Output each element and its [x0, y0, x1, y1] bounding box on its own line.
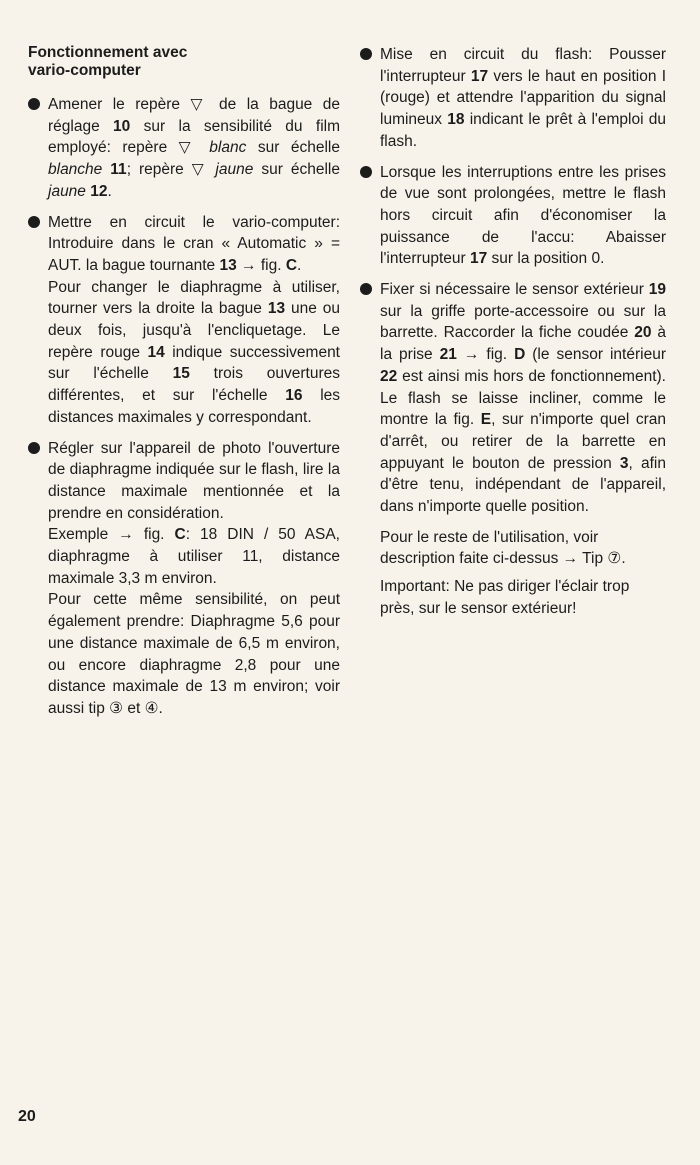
paragraph: Exemple → fig. C: 18 DIN / 50 ASA, diaphragme à utiliser 11, distance maximale 3,3 m environ.: [48, 526, 340, 587]
paragraph: Mise en circuit du flash: Pousser l'interrupteur 17 vers le haut en position I (rouge) et attendre l'apparition du signal lumineux 18 indicant le prêt à l'emploi du flash.: [380, 46, 666, 150]
bullet-item-switch-off-flash: [360, 162, 666, 271]
page-number: 20: [18, 1108, 36, 1125]
paragraph: Pour cette même sensibilité, on peut également prendre: Diaphragme 5,6 pour une distance maximale de 6,5 m environ, ou encore diaphragme 2,8 pour une distance maximale de 13 m environ; voir aussi tip ③ et ④.: [48, 591, 340, 717]
bullet-icon: [360, 166, 372, 178]
bullet-icon: [28, 442, 40, 454]
paragraph: Fixer si nécessaire le sensor extérieur 19 sur la griffe porte-accessoire ou sur la barrette. Raccorder la fiche coudée 20 à la prise 21 → fig. D (le sensor intérieur 22 est ainsi mis hors de fonctionnement). Le flash se laisse incliner, comme le montre la fig. E, sur n'importe quel cran d'arrêt, ou retirer de la barrette en appuyant le bouton de pression 3, afin d'être tenu, indépendant de l'appareil, dans n'importe quelle position.: [380, 281, 666, 516]
bullet-item-set-aperture: [28, 438, 340, 720]
paragraph-important-note: Important: Ne pas diriger l'éclair trop près, sur le sensor extérieur!: [380, 578, 630, 617]
left-column: [28, 44, 340, 729]
bullet-item-set-sensitivity: [28, 94, 340, 203]
bullet-icon: [28, 98, 40, 110]
paragraph: Régler sur l'appareil de photo l'ouverture de diaphragme indiquée sur le flash, lire la distance maximale mentionnée et la prendre en considération.: [48, 439, 340, 522]
bullet-icon: [360, 48, 372, 60]
bullet-icon: [28, 216, 40, 228]
bullet-item-enable-computer: [28, 212, 340, 429]
paragraph: Lorsque les interruptions entre les prises de vue sont prolongées, mettre le flash hors circuit afin d'économiser la puissance de l'accu: Abaisser l'interrupteur 17 sur la position 0.: [380, 163, 666, 268]
paragraph: Amener le repère ▽ de la bague de réglage 10 sur la sensibilité du film employé: repère ▽ blanc sur échelle blanche 11; repère ▽ jaune sur échelle jaune 12.: [48, 96, 340, 200]
right-column: [360, 44, 666, 626]
section-heading: Fonctionnement avec vario-computer: [28, 44, 188, 79]
bullet-icon: [360, 283, 372, 295]
paragraph: Mettre en circuit le vario-computer: Introduire dans le cran « Automatic » = AUT. la bague tournante 13 → fig. C.: [48, 213, 340, 274]
paragraph-remaining-use: Pour le reste de l'utilisation, voir description faite ci-dessus → Tip ⑦.: [380, 528, 626, 568]
bullet-item-switch-on-flash: [360, 44, 666, 153]
paragraph: Pour changer le diaphragme à utiliser, tourner vers la droite la bague 13 une ou deux fois, jusqu'à l'encliquetage. Le repère rouge 14 indique successivement sur l'échelle 15 trois ouvertures différentes, et sur l'échelle 16 les distances maximales y correspondant.: [48, 278, 341, 426]
bullet-item-external-sensor: [360, 279, 666, 518]
